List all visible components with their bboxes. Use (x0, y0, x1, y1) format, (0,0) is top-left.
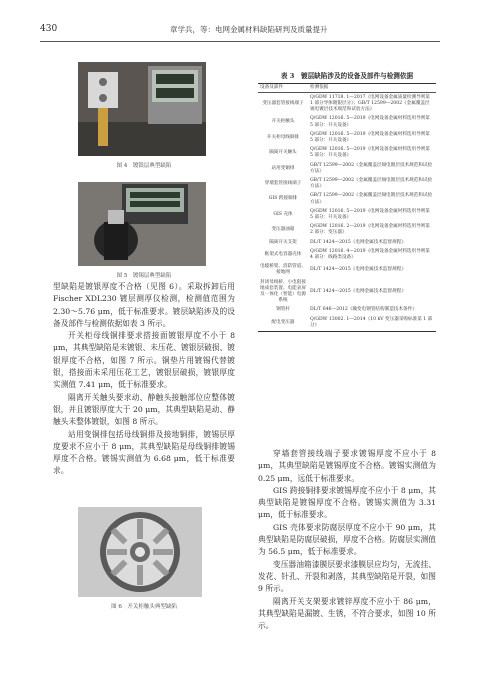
table-cell-basis: DL/T 1424—2015《电网金属技术监督规程》 (310, 239, 406, 245)
header-rule (40, 41, 440, 42)
table-cell-equipment: 变压器套管接线端子 (262, 100, 304, 106)
table-cell-equipment: GIS 壳体 (273, 211, 293, 217)
table-row (258, 238, 436, 247)
table-row (258, 161, 436, 176)
table-header-basis: 检测依据 (308, 84, 436, 93)
table-row (258, 176, 436, 191)
table-row (258, 247, 436, 262)
right-paragraph-5: 隔离开关支架要求镀锌厚度不应小于 86 μm，其典型缺陷是漏镀、生锈，不符合要求，如图 10 所示。 (258, 596, 436, 631)
table-row (258, 263, 436, 278)
table-cell-equipment: 穿墙套管接线端子 (264, 181, 302, 187)
table-cell-equipment: 隔离开关触头 (269, 150, 297, 156)
left-paragraph-1: 型缺陷是镀银厚度不合格（见图 6）。采取拆卸后用 Fischer XDL230 镀层测厚仪检测，检测值范围为 2.30～5.76 μm，低于标准要求。镀层缺陷涉及的设备及部件与检测依据如表 3 所示。 (53, 282, 235, 328)
table-row (258, 278, 436, 306)
right-paragraph-3: GIS 壳体要求防腐层厚度不应小于 90 μm，其典型缺陷是防腐层破损，厚度不合格。防腐层实测值为 56.5 μm，低于标准要求。 (258, 522, 436, 557)
table-row (258, 115, 436, 130)
table-cell-basis: Q/GDW 12016. 5—2019《电网设备金属材料选用导则第 5 部分：开关设备》 (310, 131, 430, 143)
table-cell-basis: DL/T 1424—2015《电网金属技术监督规程》 (310, 288, 406, 294)
table-row (258, 146, 436, 161)
table-cell-equipment: 配电变压器 (258, 315, 308, 331)
table-cell-basis: DL/T 646—2012《输变电钢管结构制造技术条件》 (310, 307, 417, 313)
table-cell-basis: Q/GDW 11718. 1—2017《电网设备金属质量检测导则第 1 部分导体镀银层分》；GB/T 12599—2002《金属覆盖层锡电镀层技术规范和试验方法》 (310, 94, 430, 113)
figure-6-photo (78, 507, 202, 597)
page-number: 430 (40, 24, 58, 34)
left-paragraph-4: 站用变铜排包括母线铜排及接地铜排，镀锡层厚度要求不应小于 8 μm，其典型缺陷是母线铜排镀锡厚度不合格。镀锡实测值为 6.68 μm，低于标准要求。 (53, 429, 235, 476)
left-paragraph-3: 隔离开关触头要求动、静触头接触部位应整体镀银，并且镀银厚度大于 20 μm，其典型缺陷是动、静触头未整体镀银，如图 8 所示。 (53, 392, 235, 427)
table-row (258, 192, 436, 207)
table-cell-basis: DL/T 1424—2015《电网金属技术监督规程》 (310, 267, 406, 273)
table-row (258, 223, 436, 238)
figure-6-caption: 图 6 开关柜触头典型缺陷 (111, 604, 177, 610)
figure-5-photo (78, 182, 206, 266)
figure-4-photo (78, 62, 206, 156)
left-paragraph-2: 开关柜母线铜排要求搭接面镀银厚度不小于 8 μm，其典型缺陷是未镀银、未压花、镀银层破损、镀银厚度不合格，如图 7 所示。铜垫片用镀锡代替镀银，搭接面未采用压花工艺，镀银层破损，镀银厚度实测值 7.41 μm，低于标准要求。 (53, 331, 235, 390)
running-header (40, 24, 440, 38)
table-cell-equipment: 钢管杆 (276, 307, 290, 313)
right-paragraph-1: 穿墙套管接线端子要求镀锡厚度不应小于 8 μm，其典型缺陷是镀锡厚度不合格。镀锡实测值为 0.25 μm，远低于标准要求。 (258, 449, 436, 483)
figure-5-caption: 图 5 镀锡层典型缺陷 (116, 273, 172, 279)
right-column-text (258, 448, 436, 632)
table-row (258, 93, 436, 115)
table-cell-basis: Q/GDW 13002. 1—2014《10 kV 变压器采购标准第 1 部分》 (308, 315, 436, 331)
table-row (258, 130, 436, 145)
running-title: 章学兵，等：电网金属材料缺陷研判及质量提升 (170, 25, 328, 34)
table-cell-equipment: 变压器油箱 (271, 227, 295, 233)
table-cell-equipment: 封闭母线桥、小电阻接地成套装置、电能表屏及一体化（智能）电源系统 (260, 279, 306, 304)
right-paragraph-2: GIS 跨接铜排要求镀锡厚度不应小于 8 μm，其典型缺陷是镀锡厚度不合格。镀锡实测值为 3.31 μm，低于标准要求。 (258, 485, 436, 520)
table-3 (258, 83, 436, 332)
table-cell-equipment: 开关柜触头 (271, 119, 295, 125)
table-header-equipment: 设备及部件 (258, 84, 308, 93)
table-cell-equipment: 隔离开关支架 (269, 239, 297, 245)
table-row (258, 207, 436, 222)
table-cell-basis: Q/GDW 12016. 5—2019《电网设备金属材料选用导则第 5 部分：开关设备》 (310, 208, 430, 220)
table-3-title: 表 3 镀层缺陷涉及的设备及部件与检测依据 (280, 72, 414, 80)
left-column-text (53, 281, 235, 478)
table-cell-equipment: 框架式电容器壳体 (264, 251, 302, 257)
table-row (258, 315, 436, 331)
table-cell-basis: Q/GDW 12016. 5—2019《电网设备金属材料选用导则第 5 部分：开关设备》 (310, 147, 430, 159)
figure-4-caption: 图 4 镀银层典型缺陷 (116, 163, 172, 169)
table-cell-equipment: 开关柜母线铜排 (266, 134, 300, 140)
right-paragraph-4: 变压器油箱漆膜层要求漆膜层应均匀，无流挂、发花、针孔、开裂和剥落，其典型缺陷是开裂，如图 9 所示。 (258, 559, 436, 594)
table-cell-basis: Q/GDW 12016. 4—2019《电网设备金属材料选用导则第 4 部分：线路类设备》 (310, 248, 430, 260)
table-cell-basis: GB/T 12599—2002《金属覆盖层锡电镀层技术规范和试验方法》 (310, 177, 433, 190)
table-row (258, 306, 436, 315)
table-cell-basis: GB/T 12599—2002《金属覆盖层锡电镀层技术规范和试验方法》 (310, 193, 433, 205)
table-cell-equipment: 电缆桥架、消防管道、接地网 (260, 264, 306, 276)
table-cell-basis: Q/GDW 12016. 2—2019《电网设备金属材料选用导则第 2 部分：变压器》 (310, 224, 430, 236)
table-cell-basis: Q/GDW 12016. 5—2019《电网设备金属材料选用导则第 5 部分：开关设备》 (310, 116, 430, 128)
table-cell-equipment: GIS 跨接铜排 (268, 196, 298, 202)
table-cell-basis: GB/T 12599—2002《金属覆盖层锡电镀层技术规范和试验方法》 (310, 162, 433, 174)
table-cell-equipment: 站用变铜排 (271, 165, 295, 171)
